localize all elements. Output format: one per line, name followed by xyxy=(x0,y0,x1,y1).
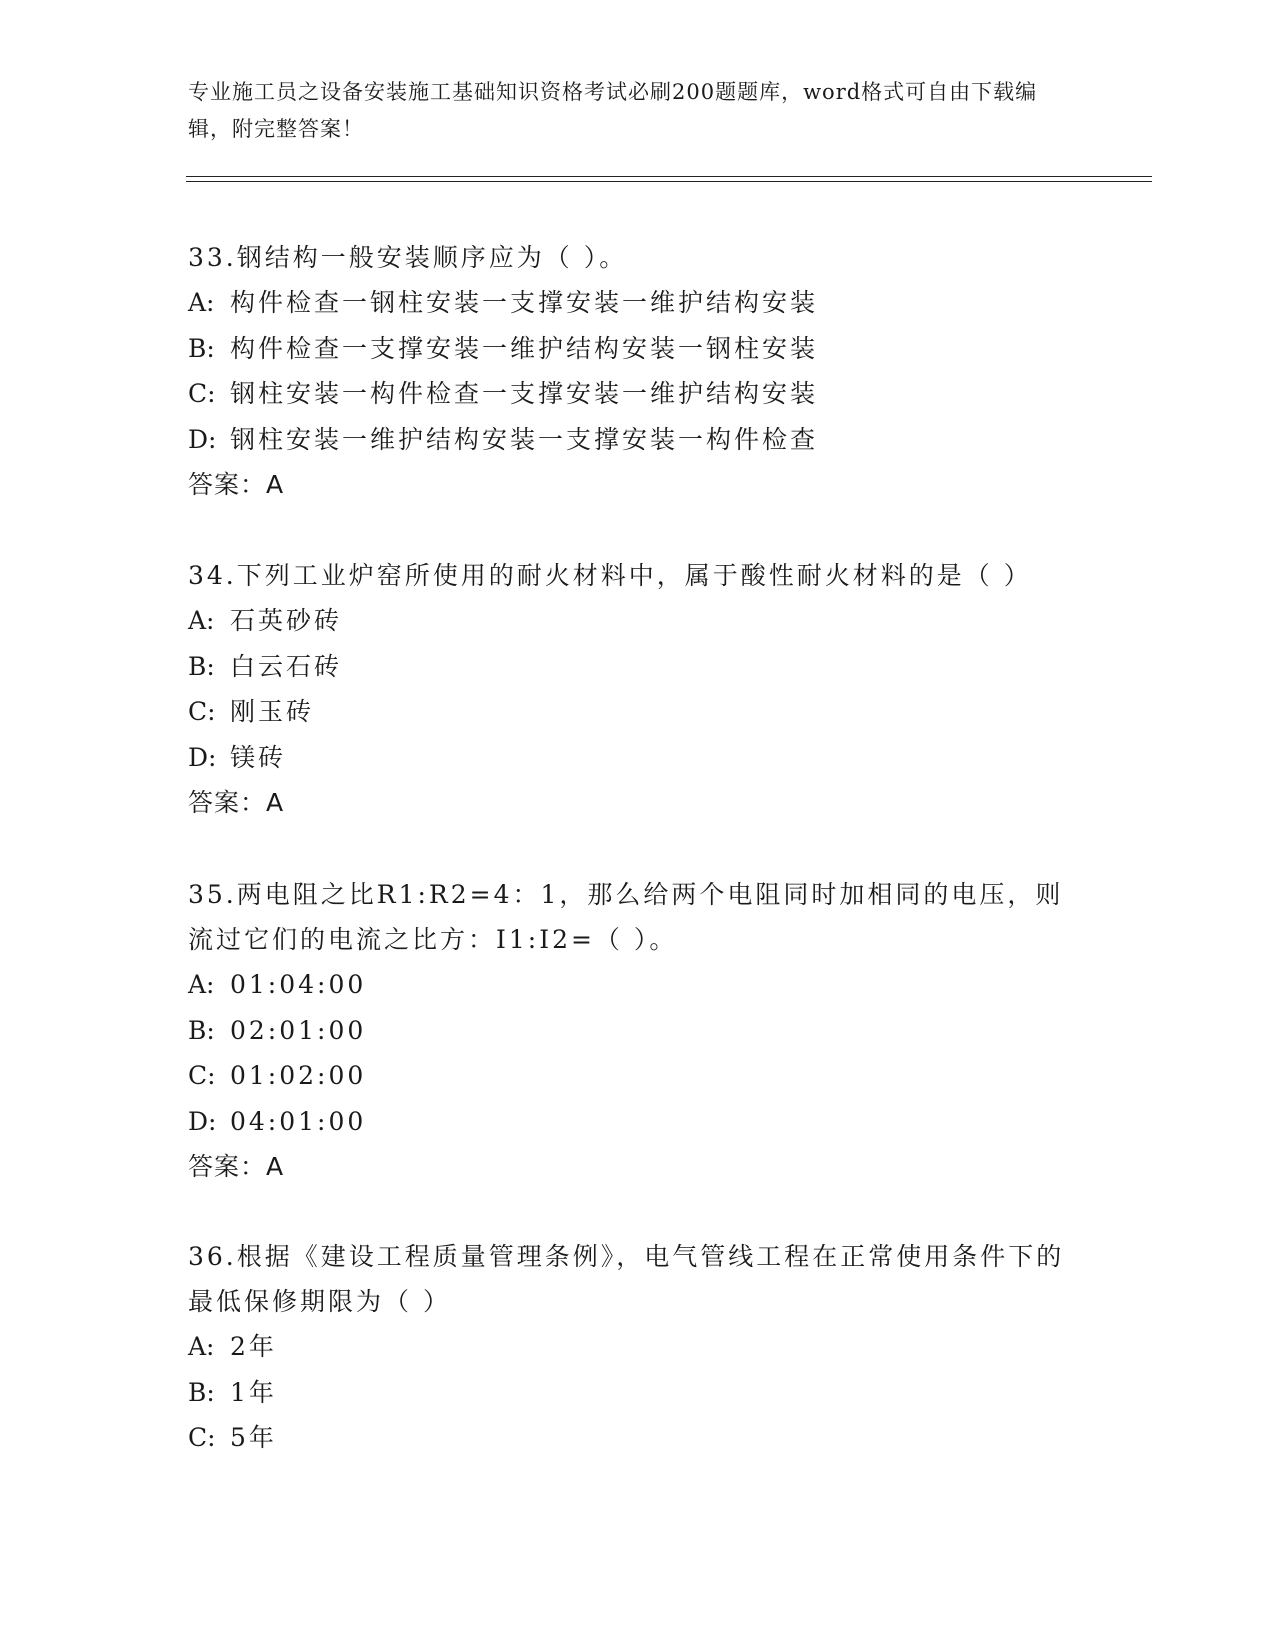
option-letter: D: xyxy=(188,1106,217,1136)
option-text: 04:01:00 xyxy=(230,1106,367,1136)
option-text: 镁砖 xyxy=(230,742,287,772)
question-35 xyxy=(188,872,1088,1189)
option-letter: C: xyxy=(188,697,216,726)
option-letter: A: xyxy=(188,970,215,999)
option-text: 1年 xyxy=(230,1377,277,1407)
option-text: 钢柱安装一构件检查一支撑安装一维护结构安装 xyxy=(230,379,819,408)
option-b xyxy=(188,326,1088,372)
option-b xyxy=(188,1370,1088,1416)
header-divider-bottom xyxy=(186,181,1152,182)
option-text: 构件检查一钢柱安装一支撑安装一维护结构安装 xyxy=(230,288,819,317)
question-36 xyxy=(188,1234,1088,1461)
option-letter: B: xyxy=(188,651,215,681)
option-letter: C: xyxy=(188,1061,216,1090)
answer-line: 答案：A xyxy=(188,788,285,817)
option-d xyxy=(188,1099,1088,1145)
option-letter: C: xyxy=(188,379,216,408)
option-text: 刚玉砖 xyxy=(230,697,315,726)
option-letter: B: xyxy=(188,1015,215,1045)
option-d xyxy=(188,735,1088,781)
option-c xyxy=(188,1053,1088,1099)
option-letter: B: xyxy=(188,1377,215,1407)
answer-line: 答案：A xyxy=(188,470,285,499)
question-stem: 34.下列工业炉窑所使用的耐火材料中，属于酸性耐火材料的是（ ） xyxy=(188,561,1032,590)
header-divider-top xyxy=(186,176,1152,177)
option-a xyxy=(188,598,1088,644)
option-a xyxy=(188,962,1088,1008)
option-text: 01:04:00 xyxy=(230,970,367,999)
option-text: 02:01:00 xyxy=(230,1015,367,1045)
question-stem: 36.根据《建设工程质量管理条例》，电气管线工程在正常使用条件下的最低保修期限为（ ） xyxy=(188,1242,1065,1316)
option-a xyxy=(188,280,1088,326)
question-34 xyxy=(188,553,1088,825)
option-text: 5年 xyxy=(230,1423,277,1452)
question-stem: 35.两电阻之比R1:R2=4：1，那么给两个电阻同时加相同的电压，则流过它们的电流之比方：I1:I2=（ ）。 xyxy=(188,880,1064,954)
option-text: 钢柱安装一维护结构安装一支撑安装一构件检查 xyxy=(230,424,819,454)
option-letter: A: xyxy=(188,1332,215,1361)
option-d xyxy=(188,417,1088,463)
option-letter: A: xyxy=(188,606,215,635)
option-text: 石英砂砖 xyxy=(230,606,343,635)
document-header: 专业施工员之设备安装施工基础知识资格考试必刷200题题库，word格式可自由下载编辑，附完整答案！ xyxy=(188,80,1038,141)
option-letter: A: xyxy=(188,288,215,317)
option-text: 01:02:00 xyxy=(230,1061,367,1090)
option-letter: D: xyxy=(188,742,217,772)
option-c xyxy=(188,371,1088,417)
option-text: 白云石砖 xyxy=(230,651,343,681)
option-text: 构件检查一支撑安装一维护结构安装一钢柱安装 xyxy=(230,333,819,363)
option-letter: B: xyxy=(188,333,215,363)
option-letter: D: xyxy=(188,424,217,454)
option-letter: C: xyxy=(188,1423,216,1452)
question-33 xyxy=(188,235,1088,507)
option-b xyxy=(188,1008,1088,1054)
option-text: 2年 xyxy=(230,1332,277,1361)
option-c xyxy=(188,689,1088,735)
option-c xyxy=(188,1415,1088,1461)
answer-line: 答案：A xyxy=(188,1152,285,1181)
option-a xyxy=(188,1324,1088,1370)
option-b xyxy=(188,644,1088,690)
question-stem: 33.钢结构一般安装顺序应为（ ）。 xyxy=(188,243,628,272)
